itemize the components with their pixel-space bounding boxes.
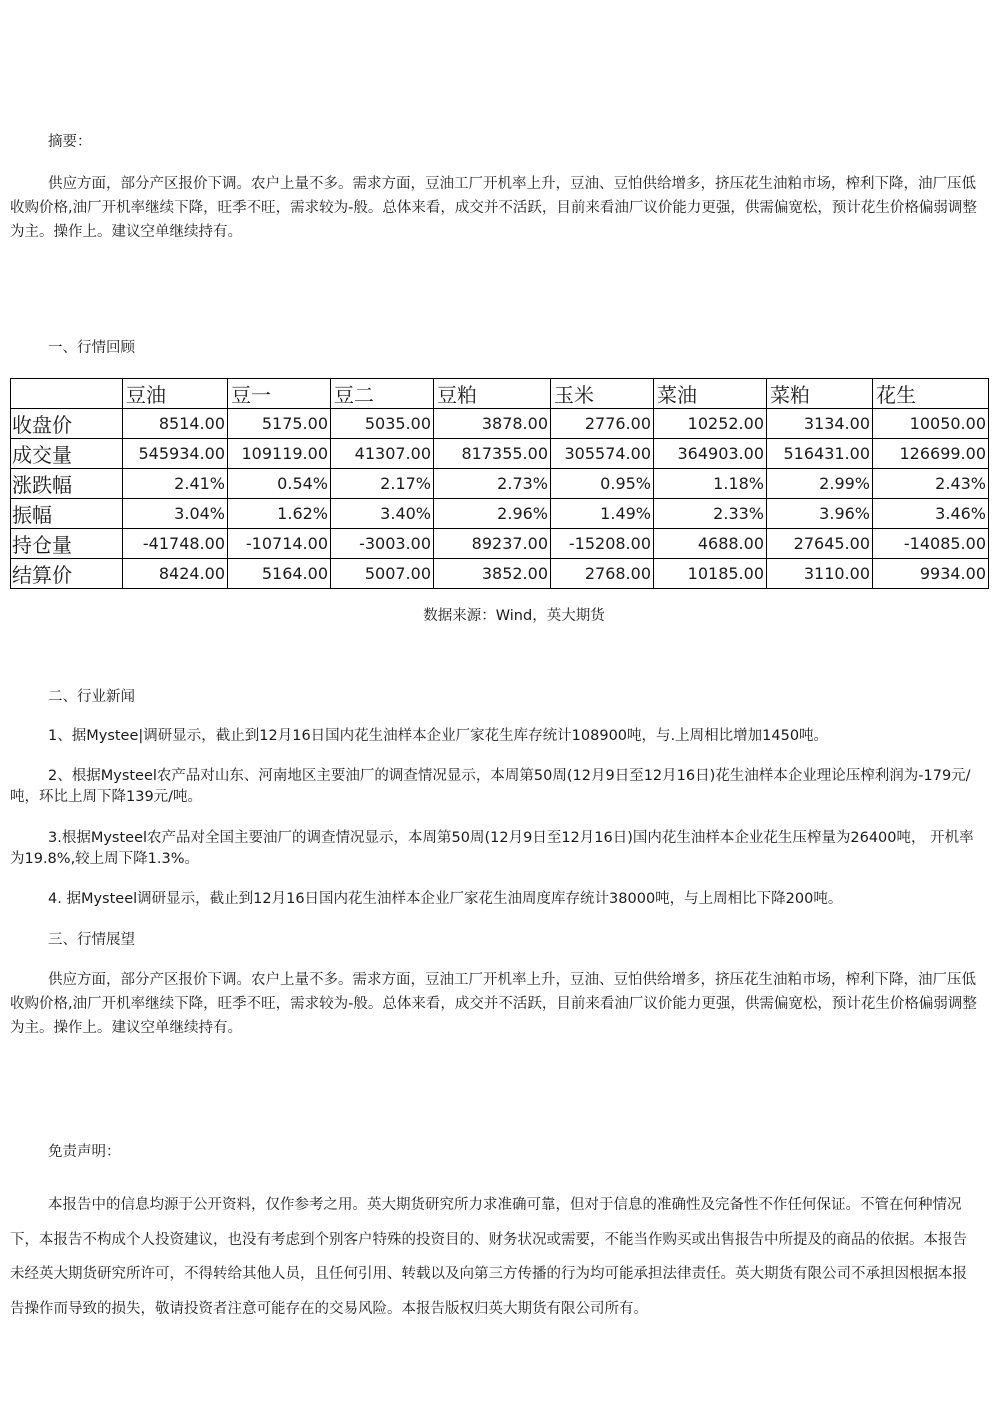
- table-cell: 0.54%: [228, 469, 331, 499]
- table-cell: 2.41%: [123, 469, 228, 499]
- table-cell: -3003.00: [331, 529, 434, 559]
- table-cell: 3852.00: [434, 559, 551, 589]
- table-cell: 8424.00: [123, 559, 228, 589]
- table-cell: 1.49%: [551, 499, 654, 529]
- table-cell: 2.96%: [434, 499, 551, 529]
- column-header: 豆油: [123, 379, 228, 409]
- table-cell: 3.46%: [873, 499, 989, 529]
- news-item-3: 3.根据Mysteel农产品对全国主要油厂的调查情况显示，本周第50周(12月9日至12月16日)国内花生油样本企业花生压榨量为26400吨， 开机率为19.8%,较上周下降1.3%。: [10, 830, 974, 867]
- table-cell: 2.99%: [767, 469, 873, 499]
- table-cell: 305574.00: [551, 439, 654, 469]
- table-row: [11, 529, 989, 559]
- row-label: 结算价: [11, 559, 123, 589]
- table-cell: -41748.00: [123, 529, 228, 559]
- news-item-2: 2、根据Mysteel农产品对山东、河南地区主要油厂的调查情况显示，本周第50周(12月9日至12月16日)花生油样本企业理论压榨利润为-179元/吨，环比上周下降139元/吨。: [10, 768, 971, 805]
- table-cell: 2776.00: [551, 409, 654, 439]
- table-cell: -14085.00: [873, 529, 989, 559]
- summary-text: 供应方面，部分产区报价下调。农户上量不多。需求方面，豆油工厂开机率上升，豆油、豆怕供给增多，挤压花生油粕市场，榨利下降，油厂压低收购价格,油厂开机率继续下降，旺季不旺，需求较为-般。总体来看，成交并不活跃，目前来看油厂议价能力更强，供需偏宽松，预计花生价格偏弱调整为主。操作上。建议空单继续持有。: [10, 176, 977, 240]
- table-cell: 10185.00: [654, 559, 767, 589]
- table-cell: 3.40%: [331, 499, 434, 529]
- disclaimer-text: 本报告中的信息均源于公开资料，仅作参考之用。英大期货研究所力求准确可靠，但对于信息的准确性及完备性不作任何保证。不管在何种情况下，本报告不构成个人投资建议，也没有考虑到个别客户特殊的投资目的、财务状况或需要，不能当作购买或出售报告中所提及的商品的依据。本报告未经英大期货研究所许可，不得转给其他人员，且任何引用、转载以及向第三方传播的行为均可能承担法律责任。英大期货有限公司不承担因根据本报告操作而导致的损失，敬请投资者注意可能存在的交易风险。本报告版权归英大期货有限公司所有。: [10, 1197, 967, 1317]
- table-cell: 8514.00: [123, 409, 228, 439]
- section-market-review-title: 一、行情回顾: [48, 340, 135, 356]
- table-row: [11, 469, 989, 499]
- table-cell: 2768.00: [551, 559, 654, 589]
- table-cell: 126699.00: [873, 439, 989, 469]
- summary-label: 摘要：: [48, 134, 92, 150]
- row-label: 成交量: [11, 439, 123, 469]
- column-header: 豆粕: [434, 379, 551, 409]
- table-cell: 10252.00: [654, 409, 767, 439]
- table-cell: 41307.00: [331, 439, 434, 469]
- row-label: 收盘价: [11, 409, 123, 439]
- section-outlook-title: 三、行情展望: [48, 932, 135, 948]
- table-cell: 5035.00: [331, 409, 434, 439]
- table-row: [11, 499, 989, 529]
- table-cell: 109119.00: [228, 439, 331, 469]
- column-header: 豆一: [228, 379, 331, 409]
- row-label: 振幅: [11, 499, 123, 529]
- section-industry-news-title: 二、行业新闻: [48, 689, 135, 705]
- table-cell: 5007.00: [331, 559, 434, 589]
- table-cell: 10050.00: [873, 409, 989, 439]
- table-cell: 516431.00: [767, 439, 873, 469]
- disclaimer-label: 免责声明：: [48, 1144, 121, 1160]
- table-cell: 0.95%: [551, 469, 654, 499]
- table-cell: 3.96%: [767, 499, 873, 529]
- table-cell: 9934.00: [873, 559, 989, 589]
- table-cell: 89237.00: [434, 529, 551, 559]
- column-header: 菜粕: [767, 379, 873, 409]
- table-cell: 3.04%: [123, 499, 228, 529]
- row-label: 持仓量: [11, 529, 123, 559]
- column-header: 豆二: [331, 379, 434, 409]
- row-label: 涨跌幅: [11, 469, 123, 499]
- table-cell: 817355.00: [434, 439, 551, 469]
- column-header: 花生: [873, 379, 989, 409]
- table-cell: 2.17%: [331, 469, 434, 499]
- table-cell: 5164.00: [228, 559, 331, 589]
- table-cell: 364903.00: [654, 439, 767, 469]
- data-source-note: 数据来源：Wind，英大期货: [423, 608, 605, 624]
- table-cell: 4688.00: [654, 529, 767, 559]
- table-cell: 1.62%: [228, 499, 331, 529]
- table-cell: -15208.00: [551, 529, 654, 559]
- table-row: [11, 559, 989, 589]
- table-cell: 3878.00: [434, 409, 551, 439]
- market-quote-table: [10, 378, 989, 589]
- table-cell: 3134.00: [767, 409, 873, 439]
- column-header: 菜油: [654, 379, 767, 409]
- table-cell: 2.73%: [434, 469, 551, 499]
- table-cell: 2.33%: [654, 499, 767, 529]
- column-header: 玉米: [551, 379, 654, 409]
- news-item-1: 1、据Mystee|调研显示，截止到12月16日国内花生油样本企业厂家花生库存统计108900吨，与.上周相比增加1450吨。: [48, 728, 829, 744]
- table-row: [11, 409, 989, 439]
- table-row: [11, 439, 989, 469]
- table-corner-cell: [11, 379, 123, 409]
- table-cell: 1.18%: [654, 469, 767, 499]
- table-cell: 3110.00: [767, 559, 873, 589]
- table-cell: 5175.00: [228, 409, 331, 439]
- table-cell: 27645.00: [767, 529, 873, 559]
- table-cell: 545934.00: [123, 439, 228, 469]
- table-cell: 2.43%: [873, 469, 989, 499]
- outlook-text: 供应方面，部分产区报价下调。农户上量不多。需求方面，豆油工厂开机率上升，豆油、豆怕供给增多，挤压花生油粕市场，榨利下降，油厂压低收购价格,油厂开机率继续下降，旺季不旺，需求较为-般。总体来看，成交并不活跃，目前来看油厂议价能力更强，供需偏宽松，预计花生价格偏弱调整为主。操作上。建议空单继续持有。: [10, 972, 977, 1036]
- table-cell: -10714.00: [228, 529, 331, 559]
- news-item-4: 4. 据Mysteel调研显示，截止到12月16日国内花生油样本企业厂家花生油周度库存统计38000吨，与上周相比下降200吨。: [48, 891, 843, 907]
- table-header-row: [11, 379, 989, 409]
